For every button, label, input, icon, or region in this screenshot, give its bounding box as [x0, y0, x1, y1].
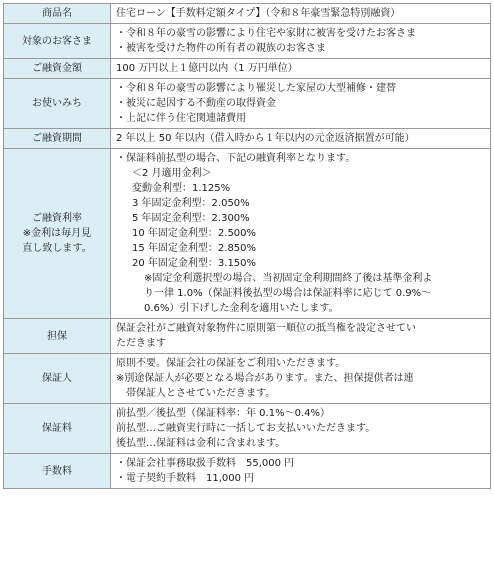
value-product: 住宅ローン【手数料定額タイプ】（令和８年豪雪緊急特別融資） — [111, 4, 491, 24]
row-product — [4, 4, 491, 24]
value-usage — [111, 79, 491, 129]
row-guarantee-fee — [4, 404, 491, 454]
label-target: 対象のお客さま — [4, 24, 111, 59]
guarantee-fee-line: 前払型…ご融資実行時に一括してお支払いいただきます。 — [116, 423, 376, 434]
rate-label-line: ※金利は毎月見 — [22, 228, 92, 239]
guarantor-line: 帯保証人とさせていただきます。 — [126, 388, 276, 399]
rate-heading: ＜2 月適用金利＞ — [132, 168, 212, 179]
guarantor-line: 原則不要。保証会社の保証をご利用いただきます。 — [116, 358, 346, 369]
rate-item: 変動金利型：1.125% — [132, 183, 231, 194]
rate-label-line: 直し致します。 — [22, 243, 92, 254]
row-amount — [4, 59, 491, 79]
target-line: ・被害を受けた物件の所有者の親族のお客さま — [116, 43, 326, 54]
rate-item: 3 年固定金利型：2.050% — [132, 198, 250, 209]
fee-line: ・保証会社事務取扱手数料 55,000 円 — [116, 458, 295, 469]
label-guarantor: 保証人 — [4, 354, 111, 404]
value-target — [111, 24, 491, 59]
usage-line: ・上記に伴う住宅関連諸費用 — [116, 113, 246, 124]
collateral-line: ただきます — [116, 338, 166, 349]
label-period: ご融資期間 — [4, 129, 111, 149]
rate-label-line: ご融資利率 — [32, 213, 82, 224]
label-guarantee-fee: 保証料 — [4, 404, 111, 454]
guarantor-line: ※別途保証人が必要となる場合があります。また、担保提供者は連 — [116, 373, 414, 384]
row-fee — [4, 454, 491, 489]
rate-item: 15 年固定金利型：2.850% — [132, 243, 257, 254]
rate-item: 10 年固定金利型：2.500% — [132, 228, 257, 239]
rate-note-line: ※固定金利選択型の場合、当初固定金利期間終了後は基準金利よ — [144, 273, 433, 284]
usage-line: ・被災に起因する不動産の取得資金 — [116, 98, 276, 109]
loan-spec-table — [3, 3, 491, 489]
value-rate — [111, 149, 491, 319]
usage-line: ・令和８年の豪雪の影響により罹災した家屋の大型補修・建替 — [116, 83, 396, 94]
row-collateral — [4, 319, 491, 354]
label-collateral: 担保 — [4, 319, 111, 354]
row-usage — [4, 79, 491, 129]
rate-note-line: 0.6%）引下げした金利を適用いたします。 — [144, 303, 339, 314]
value-period: 2 年以上 50 年以内（借入時から１年以内の元金返済据置が可能） — [111, 129, 491, 149]
rate-intro: ・保証料前払型の場合、下記の融資利率となります。 — [116, 153, 356, 164]
guarantee-fee-line: 後払型…保証料は金利に含まれます。 — [116, 438, 286, 449]
label-product: 商品名 — [4, 4, 111, 24]
row-rate — [4, 149, 491, 319]
value-collateral — [111, 319, 491, 354]
fee-line: ・電子契約手数料 11,000 円 — [116, 473, 255, 484]
guarantee-fee-line: 前払型／後払型（保証料率：年 0.1%～0.4%） — [116, 408, 330, 419]
rate-item: 20 年固定金利型：3.150% — [132, 258, 257, 269]
collateral-line: 保証会社がご融資対象物件に原則第一順位の抵当権を設定させてい — [116, 323, 416, 334]
label-rate — [4, 149, 111, 319]
value-guarantee-fee — [111, 404, 491, 454]
value-amount: 100 万円以上１億円以内（1 万円単位） — [111, 59, 491, 79]
label-usage: お使いみち — [4, 79, 111, 129]
value-guarantor — [111, 354, 491, 404]
rate-item: 5 年固定金利型：2.300% — [132, 213, 250, 224]
label-fee: 手数料 — [4, 454, 111, 489]
value-fee — [111, 454, 491, 489]
row-period — [4, 129, 491, 149]
target-line: ・令和８年の豪雪の影響により住宅や家財に被害を受けたお客さま — [116, 28, 416, 39]
row-target — [4, 24, 491, 59]
rate-note-line: り一律 1.0%（保証料後払型の場合は保証料率に応じて 0.9%～ — [144, 288, 432, 299]
label-amount: ご融資金額 — [4, 59, 111, 79]
row-guarantor — [4, 354, 491, 404]
